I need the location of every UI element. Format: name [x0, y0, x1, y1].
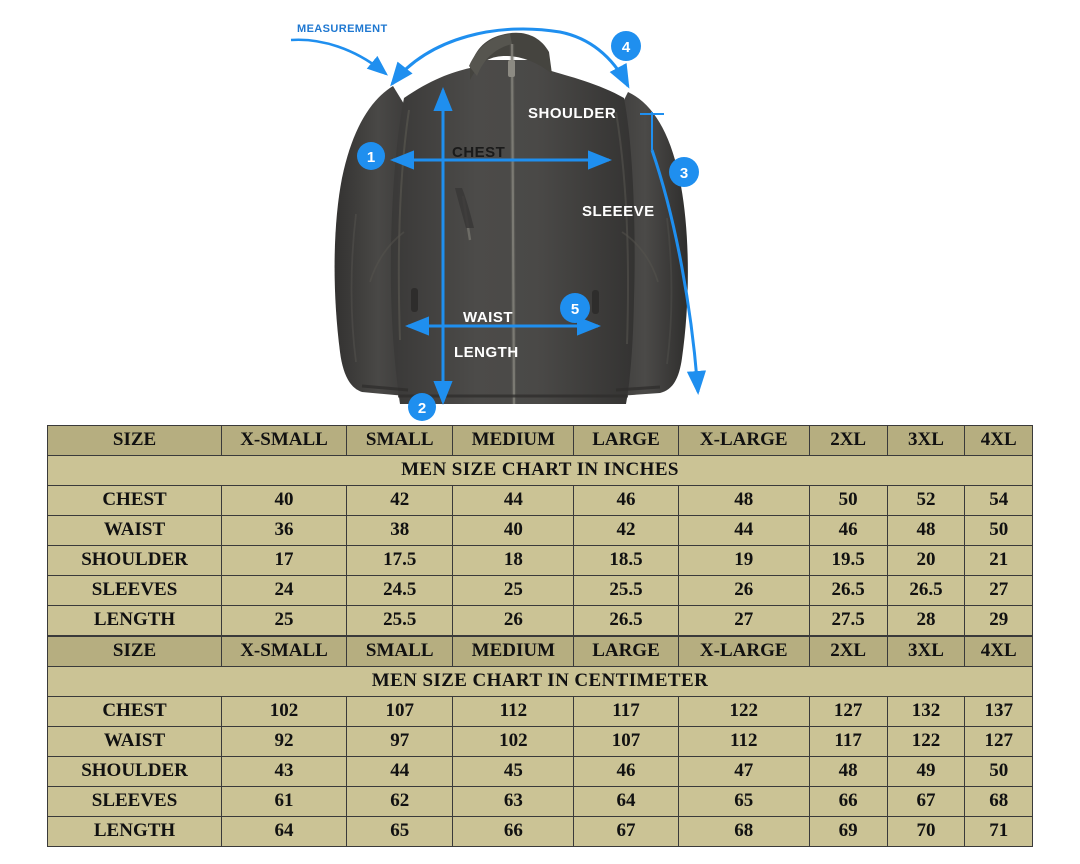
table-row — [48, 486, 1033, 516]
badge-2-length — [408, 393, 436, 421]
cell: 61 — [222, 787, 347, 817]
badge-3-sleeve — [669, 157, 699, 187]
col-header-4xl: 4XL — [965, 426, 1033, 456]
cell: 70 — [887, 817, 965, 847]
cell: 17.5 — [346, 546, 452, 576]
cell: 48 — [678, 486, 809, 516]
chart-title-row-inches — [48, 456, 1033, 486]
size-charts — [47, 425, 1033, 847]
chart-title-inches: MEN SIZE CHART IN INCHES — [48, 456, 1033, 486]
chart-title-row-centimeters — [48, 667, 1033, 697]
cell: 65 — [346, 817, 452, 847]
col-header-size: SIZE — [48, 426, 222, 456]
cell: 102 — [453, 727, 574, 757]
cell: 28 — [887, 606, 965, 636]
measurement-arrow-label: MEASUREMENT — [297, 23, 388, 35]
table-row — [48, 516, 1033, 546]
col-header-3xl: 3XL — [887, 426, 965, 456]
cell: 19.5 — [809, 546, 887, 576]
col-header-medium: MEDIUM — [453, 637, 574, 667]
cell: 42 — [346, 486, 452, 516]
svg-text:3: 3 — [679, 165, 689, 182]
cell: 71 — [965, 817, 1033, 847]
table-row — [48, 546, 1033, 576]
col-header-large: LARGE — [574, 637, 678, 667]
cell: 64 — [222, 817, 347, 847]
cell: 24.5 — [346, 576, 452, 606]
cell: 63 — [453, 787, 574, 817]
svg-text:4: 4 — [621, 39, 631, 56]
cell: 137 — [965, 697, 1033, 727]
row-label-sleeves: SLEEVES — [48, 787, 222, 817]
cell: 54 — [965, 486, 1033, 516]
table-row — [48, 757, 1033, 787]
cell: 25.5 — [346, 606, 452, 636]
cell: 92 — [222, 727, 347, 757]
row-label-chest: CHEST — [48, 697, 222, 727]
cell: 68 — [678, 817, 809, 847]
row-label-length: LENGTH — [48, 606, 222, 636]
table-header-row — [48, 637, 1033, 667]
cell: 27 — [965, 576, 1033, 606]
svg-text:5: 5 — [570, 301, 580, 318]
cell: 40 — [453, 516, 574, 546]
col-header-2xl: 2XL — [809, 637, 887, 667]
cell: 29 — [965, 606, 1033, 636]
table-row — [48, 576, 1033, 606]
cell: 48 — [809, 757, 887, 787]
cell: 47 — [678, 757, 809, 787]
cell: 117 — [574, 697, 678, 727]
row-label-waist: WAIST — [48, 516, 222, 546]
cell: 122 — [678, 697, 809, 727]
col-header-2xl: 2XL — [809, 426, 887, 456]
cell: 46 — [574, 486, 678, 516]
cell: 26.5 — [809, 576, 887, 606]
cell: 112 — [453, 697, 574, 727]
cell: 64 — [574, 787, 678, 817]
cell: 127 — [965, 727, 1033, 757]
cell: 43 — [222, 757, 347, 787]
row-label-shoulder: SHOULDER — [48, 546, 222, 576]
size-chart-inches — [47, 425, 1033, 636]
cell: 132 — [887, 697, 965, 727]
cell: 20 — [887, 546, 965, 576]
cell: 25 — [453, 576, 574, 606]
cell: 21 — [965, 546, 1033, 576]
length-label: LENGTH — [454, 344, 519, 361]
cell: 102 — [222, 697, 347, 727]
cell: 68 — [965, 787, 1033, 817]
col-header-x-small: X-SMALL — [222, 637, 347, 667]
cell: 27.5 — [809, 606, 887, 636]
row-label-chest: CHEST — [48, 486, 222, 516]
table-row — [48, 697, 1033, 727]
cell: 19 — [678, 546, 809, 576]
cell: 18 — [453, 546, 574, 576]
cell: 127 — [809, 697, 887, 727]
cell: 36 — [222, 516, 347, 546]
cell: 44 — [453, 486, 574, 516]
shoulder-label: SHOULDER — [528, 105, 617, 122]
cell: 17 — [222, 546, 347, 576]
chart-title-centimeters: MEN SIZE CHART IN CENTIMETER — [48, 667, 1033, 697]
cell: 52 — [887, 486, 965, 516]
cell: 24 — [222, 576, 347, 606]
cell: 45 — [453, 757, 574, 787]
table-row — [48, 817, 1033, 847]
cell: 122 — [887, 727, 965, 757]
cell: 27 — [678, 606, 809, 636]
cell: 26.5 — [887, 576, 965, 606]
col-header-3xl: 3XL — [887, 637, 965, 667]
col-header-x-large: X-LARGE — [678, 426, 809, 456]
cell: 112 — [678, 727, 809, 757]
cell: 38 — [346, 516, 452, 546]
col-header-4xl: 4XL — [965, 637, 1033, 667]
table-row — [48, 727, 1033, 757]
cell: 107 — [574, 727, 678, 757]
badge-5-waist — [560, 293, 590, 323]
col-header-small: SMALL — [346, 426, 452, 456]
table-row — [48, 606, 1033, 636]
table-header-row — [48, 426, 1033, 456]
cell: 107 — [346, 697, 452, 727]
size-chart-centimeters — [47, 636, 1033, 847]
row-label-sleeves: SLEEVES — [48, 576, 222, 606]
waist-label: WAIST — [463, 309, 513, 326]
svg-text:2: 2 — [417, 400, 427, 417]
cell: 18.5 — [574, 546, 678, 576]
cell: 117 — [809, 727, 887, 757]
cell: 67 — [574, 817, 678, 847]
cell: 26.5 — [574, 606, 678, 636]
cell: 46 — [574, 757, 678, 787]
cell: 50 — [809, 486, 887, 516]
col-header-large: LARGE — [574, 426, 678, 456]
cell: 25.5 — [574, 576, 678, 606]
cell: 67 — [887, 787, 965, 817]
cell: 62 — [346, 787, 452, 817]
cell: 44 — [678, 516, 809, 546]
chest-label: CHEST — [452, 144, 506, 161]
badge-4-shoulder — [611, 31, 641, 61]
cell: 69 — [809, 817, 887, 847]
cell: 50 — [965, 516, 1033, 546]
cell: 26 — [678, 576, 809, 606]
cell: 46 — [809, 516, 887, 546]
cell: 65 — [678, 787, 809, 817]
badge-1-chest — [357, 142, 385, 170]
cell: 49 — [887, 757, 965, 787]
row-label-length: LENGTH — [48, 817, 222, 847]
col-header-medium: MEDIUM — [453, 426, 574, 456]
cell: 25 — [222, 606, 347, 636]
cell: 40 — [222, 486, 347, 516]
svg-text:1: 1 — [366, 149, 376, 166]
cell: 48 — [887, 516, 965, 546]
cell: 42 — [574, 516, 678, 546]
cell: 66 — [453, 817, 574, 847]
cell: 66 — [809, 787, 887, 817]
col-header-size: SIZE — [48, 637, 222, 667]
col-header-x-small: X-SMALL — [222, 426, 347, 456]
cell: 44 — [346, 757, 452, 787]
row-label-waist: WAIST — [48, 727, 222, 757]
col-header-x-large: X-LARGE — [678, 637, 809, 667]
cell: 50 — [965, 757, 1033, 787]
col-header-small: SMALL — [346, 637, 452, 667]
cell: 97 — [346, 727, 452, 757]
sleeve-label: SLEEEVE — [582, 203, 655, 220]
cell: 26 — [453, 606, 574, 636]
table-row — [48, 787, 1033, 817]
row-label-shoulder: SHOULDER — [48, 757, 222, 787]
jacket-measurement-diagram — [0, 0, 1080, 425]
